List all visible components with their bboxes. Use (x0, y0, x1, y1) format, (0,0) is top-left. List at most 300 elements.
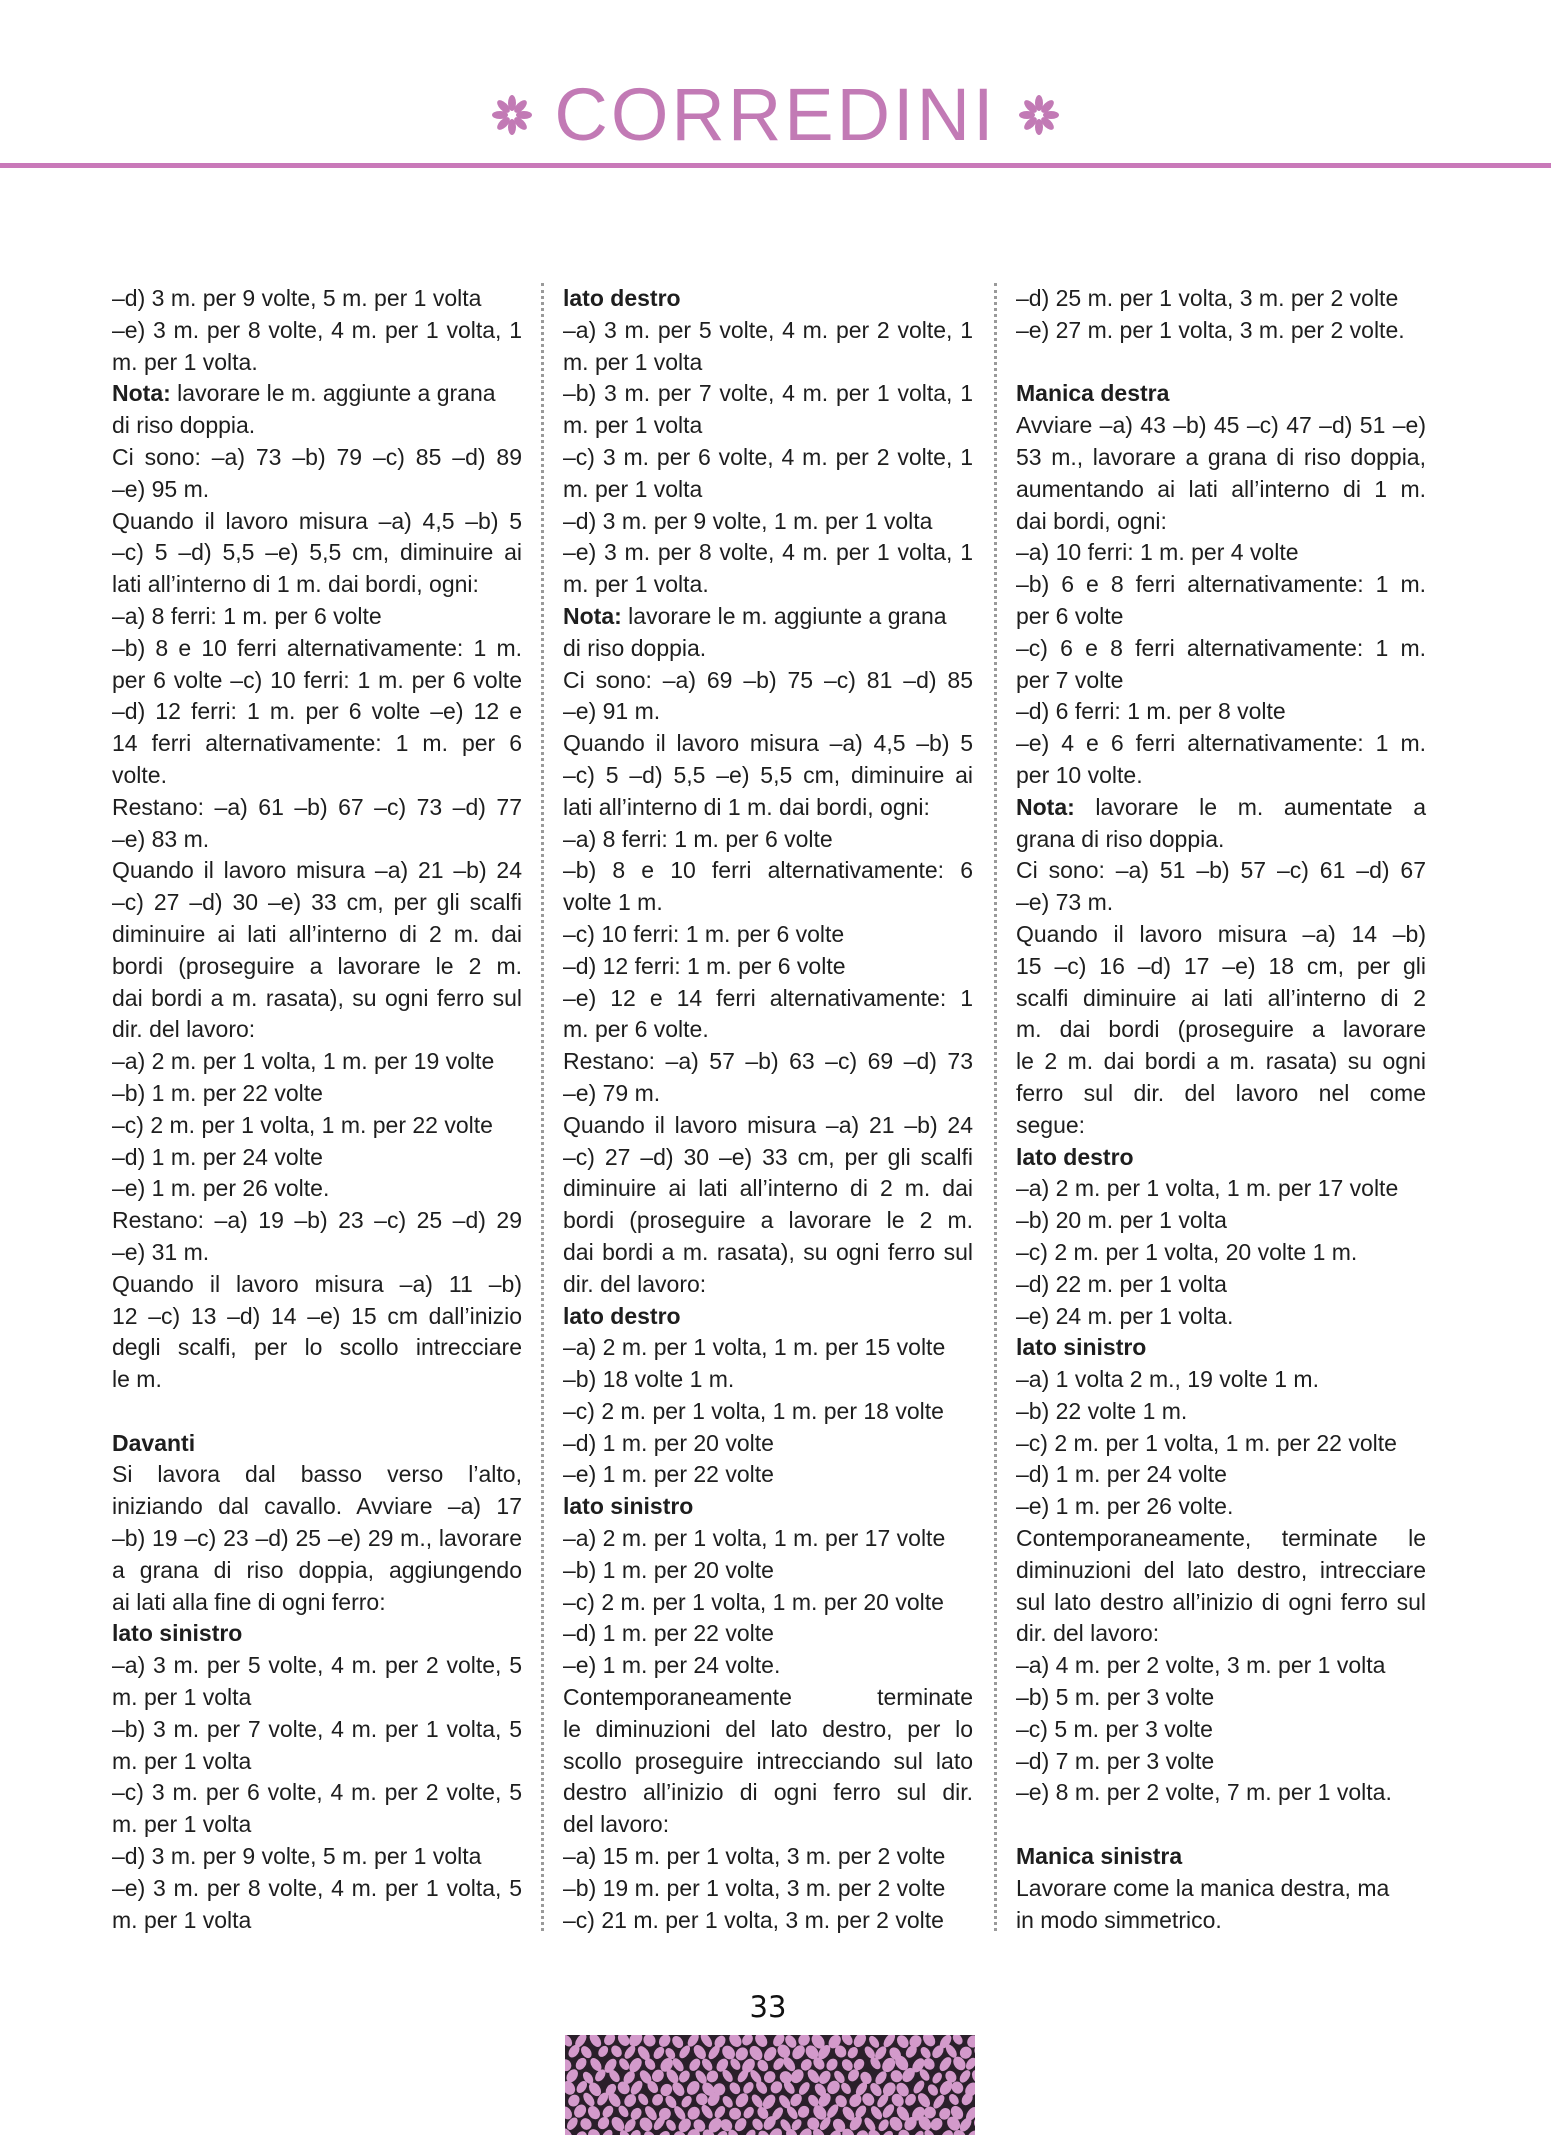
text-content: Quando il lavoro misura –a) 14 –b) (1016, 920, 1426, 947)
text-line (1016, 601, 1426, 633)
text-content: –d) 1 m. per 20 volte (563, 1429, 774, 1456)
text-content: –e) 79 m. (563, 1079, 661, 1106)
text-line (563, 1110, 973, 1142)
text-line (1016, 1618, 1426, 1650)
text-line (563, 315, 973, 347)
text-line (1016, 1173, 1426, 1205)
text-content: Si lavora dal basso verso l’alto, (112, 1461, 522, 1488)
text-line (1016, 410, 1426, 442)
text-line (563, 410, 973, 442)
text-line (112, 760, 522, 792)
text-line (112, 1873, 522, 1905)
text-content: –a) 1 volta 2 m., 19 volte 1 m. (1016, 1366, 1319, 1393)
text-content: –d) 1 m. per 24 volte (1016, 1461, 1227, 1488)
text-content: Ci sono: –a) 51 –b) 57 –c) 61 –d) 67 (1016, 857, 1426, 884)
text-content: sul lato destro all’inizio di ogni ferro sul (1016, 1588, 1426, 1615)
text-line (112, 1205, 522, 1237)
text-line (1016, 1491, 1426, 1523)
text-line (112, 601, 522, 633)
text-content: –b) 20 m. per 1 volta (1016, 1207, 1227, 1234)
text-line (112, 824, 522, 856)
text-line (1016, 283, 1426, 315)
text-content: –b) 6 e 8 ferri alternativamente: 1 m. (1016, 571, 1426, 598)
section-heading: lato destro (563, 285, 681, 311)
text-line (563, 855, 973, 887)
text-line (112, 728, 522, 760)
text-line (112, 792, 522, 824)
text-line (112, 442, 522, 474)
text-content: le 2 m. dai bordi a m. rasata) su ogni (1016, 1048, 1426, 1075)
text-line (1016, 1682, 1426, 1714)
text-content: –e) 27 m. per 1 volta, 3 m. per 2 volte. (1016, 316, 1405, 343)
text-content: Ci sono: –a) 69 –b) 75 –c) 81 –d) 85 (563, 666, 973, 693)
text-line (112, 887, 522, 919)
text-content: le diminuzioni del lato destro, per lo (563, 1715, 973, 1742)
text-line (563, 537, 973, 569)
spacer (112, 1396, 522, 1428)
text-content: –c) 2 m. per 1 volta, 1 m. per 22 volte (112, 1111, 493, 1138)
text-line (1016, 1587, 1426, 1619)
text-content: –b) 1 m. per 20 volte (563, 1556, 774, 1583)
text-line (563, 696, 973, 728)
text-line (112, 1364, 522, 1396)
text-line (1016, 728, 1426, 760)
text-content: –b) 22 volte 1 m. (1016, 1397, 1188, 1424)
text-line (563, 919, 973, 951)
text-content: –d) 22 m. per 1 volta (1016, 1270, 1227, 1297)
text-content: diminuzioni del lato destro, intrecciare (1016, 1556, 1426, 1583)
text-content: –e) 4 e 6 ferri alternativamente: 1 m. (1016, 730, 1426, 757)
text-content: –e) 3 m. per 8 volte, 4 m. per 1 volta, 1 (112, 316, 522, 343)
knit-swatch-image (565, 2035, 975, 2135)
text-content: –e) 31 m. (112, 1238, 210, 1265)
text-content: dai bordi a m. rasata), su ogni ferro sul (563, 1238, 973, 1265)
text-line (112, 283, 522, 315)
text-line (1016, 1650, 1426, 1682)
section-heading: lato sinistro (563, 1493, 694, 1520)
text-line (112, 951, 522, 983)
text-line (112, 1078, 522, 1110)
note-label: Nota: (112, 380, 171, 407)
text-line (1016, 887, 1426, 919)
text-content: dir. del lavoro: (563, 1270, 707, 1297)
text-line (1016, 760, 1426, 792)
text-content: m. per 1 volta. (112, 348, 258, 375)
text-content: Quando il lavoro misura –a) 4,5 –b) 5 (563, 730, 973, 757)
text-line (563, 1428, 973, 1460)
text-content: –c) 5 –d) 5,5 –e) 5,5 cm, diminuire ai (112, 539, 522, 566)
spacer (1016, 347, 1426, 379)
text-content: –c) 3 m. per 6 volte, 4 m. per 2 volte, 5 (112, 1779, 522, 1806)
text-content: aumentando ai lati all’interno di 1 m. (1016, 475, 1426, 502)
text-content: –b) 3 m. per 7 volte, 4 m. per 1 volta, 1 (563, 380, 973, 407)
text-content: Restano: –a) 61 –b) 67 –c) 73 –d) 77 (112, 793, 522, 820)
section-heading: lato destro (1016, 1143, 1134, 1170)
text-content: iniziando dal cavallo. Avviare –a) 17 (112, 1493, 522, 1520)
text-line (1016, 824, 1426, 856)
text-content: 15 –c) 16 –d) 17 –e) 18 cm, per gli (1016, 952, 1426, 979)
text-content: –d) 7 m. per 3 volte (1016, 1747, 1215, 1774)
text-content: m. per 1 volta (563, 412, 703, 439)
text-line (563, 1459, 973, 1491)
text-line (1016, 1555, 1426, 1587)
text-content: m. per 1 volta (112, 1906, 252, 1933)
text-line (563, 1142, 973, 1174)
text-content: Ci sono: –a) 73 –b) 79 –c) 85 –d) 89 (112, 443, 522, 470)
text-line (563, 347, 973, 379)
text-content: –c) 6 e 8 ferri alternativamente: 1 m. (1016, 634, 1426, 661)
text-content: per 6 volte (1016, 602, 1124, 629)
text-content: per 10 volte. (1016, 761, 1143, 788)
text-line (112, 1746, 522, 1778)
text-content: scollo proseguire intrecciando sul lato (563, 1747, 973, 1774)
text-content: Quando il lavoro misura –a) 21 –b) 24 (563, 1111, 973, 1138)
text-content: del lavoro: (563, 1811, 670, 1838)
text-line (1016, 442, 1426, 474)
text-content: –a) 3 m. per 5 volte, 4 m. per 2 volte, 5 (112, 1652, 522, 1679)
text-line (112, 315, 522, 347)
text-content: segue: (1016, 1111, 1086, 1138)
text-line (563, 983, 973, 1015)
text-content: dai bordi, ogni: (1016, 507, 1167, 534)
text-content: –e) 73 m. (1016, 889, 1114, 916)
text-content: –a) 2 m. per 1 volta, 1 m. per 17 volte (563, 1525, 946, 1552)
text-content: –c) 2 m. per 1 volta, 1 m. per 18 volte (563, 1397, 944, 1424)
text-line (112, 1714, 522, 1746)
text-line (563, 1873, 973, 1905)
text-line (563, 665, 973, 697)
text-content: –e) 1 m. per 24 volte. (563, 1652, 781, 1679)
text-content: le m. (112, 1366, 162, 1393)
text-line (563, 1809, 973, 1841)
text-content: –a) 10 ferri: 1 m. per 4 volte (1016, 539, 1299, 566)
text-line (1016, 1078, 1426, 1110)
text-content: bordi (proseguire a lavorare le 2 m. (563, 1207, 973, 1234)
text-content: volte 1 m. (563, 889, 663, 916)
text-content: di riso doppia. (563, 634, 707, 661)
text-content: m. per 1 volta (563, 475, 703, 502)
column-divider (541, 283, 544, 1931)
text-content: –b) 1 m. per 22 volte (112, 1079, 323, 1106)
text-content: –e) 8 m. per 2 volte, 7 m. per 1 volta. (1016, 1779, 1392, 1806)
text-content: –c) 27 –d) 30 –e) 33 cm, per gli scalfi (112, 889, 522, 916)
text-line (563, 1682, 973, 1714)
text-line (563, 1396, 973, 1428)
section-heading: lato sinistro (1016, 1334, 1147, 1361)
text-content: Contemporaneamente, terminate le (1016, 1525, 1426, 1552)
text-line (1016, 1523, 1426, 1555)
text-line (563, 474, 973, 506)
page-number: 33 (749, 1990, 787, 2024)
text-content: –e) 95 m. (112, 475, 210, 502)
text-line (563, 760, 973, 792)
text-content: scalfi diminuire ai lati all’interno di 2 (1016, 984, 1426, 1011)
text-line (563, 1746, 973, 1778)
text-line (1016, 1777, 1426, 1809)
header-rule (0, 163, 1551, 168)
text-line (112, 1110, 522, 1142)
text-content: per 6 volte –c) 10 ferri: 1 m. per 6 volte (112, 666, 522, 693)
text-line (112, 1523, 522, 1555)
text-content: m. per 1 volta (112, 1747, 252, 1774)
text-content: 53 m., lavorare a grana di riso doppia, (1016, 443, 1426, 470)
text-content: Quando il lavoro misura –a) 21 –b) 24 (112, 857, 522, 884)
text-content: –b) 3 m. per 7 volte, 4 m. per 1 volta, 5 (112, 1715, 522, 1742)
text-line (1016, 633, 1426, 665)
text-line (112, 506, 522, 538)
text-line (563, 1555, 973, 1587)
text-line (1016, 792, 1426, 824)
text-content: –a) 15 m. per 1 volta, 3 m. per 2 volte (563, 1843, 946, 1870)
text-line (112, 1014, 522, 1046)
text-content: lati all’interno di 1 m. dai bordi, ogni: (112, 571, 479, 598)
text-content: –b) 18 volte 1 m. (563, 1366, 735, 1393)
section-heading: Davanti (112, 1429, 196, 1456)
text-line (563, 1618, 973, 1650)
column-divider (994, 283, 997, 1931)
text-content: –c) 2 m. per 1 volta, 1 m. per 20 volte (563, 1588, 944, 1615)
text-content: lavorare le m. aggiunte a grana (170, 380, 496, 407)
text-line (1016, 537, 1426, 569)
text-line (563, 1841, 973, 1873)
text-content: –b) 19 m. per 1 volta, 3 m. per 2 volte (563, 1874, 946, 1901)
text-line (112, 378, 522, 410)
text-content: –c) 5 –d) 5,5 –e) 5,5 cm, diminuire ai (563, 761, 973, 788)
text-line (1016, 1714, 1426, 1746)
text-content: –b) 5 m. per 3 volte (1016, 1684, 1215, 1711)
text-line (1016, 1428, 1426, 1460)
text-line (563, 951, 973, 983)
text-line (563, 792, 973, 824)
text-content: dai bordi a m. rasata), su ogni ferro sul (112, 984, 522, 1011)
flower-left-icon (492, 95, 532, 135)
text-line (112, 410, 522, 442)
text-content: diminuire ai lati all’interno di 2 m. dai (112, 920, 522, 947)
text-line (1016, 1110, 1426, 1142)
text-line (112, 537, 522, 569)
text-content: –d) 3 m. per 9 volte, 5 m. per 1 volta (112, 1843, 482, 1870)
text-line (563, 1269, 973, 1301)
text-line (112, 665, 522, 697)
text-content: –c) 2 m. per 1 volta, 20 volte 1 m. (1016, 1238, 1358, 1265)
text-content: Restano: –a) 19 –b) 23 –c) 25 –d) 29 (112, 1207, 522, 1234)
text-content: –c) 3 m. per 6 volte, 4 m. per 2 volte, 1 (563, 443, 973, 470)
text-content: –d) 12 ferri: 1 m. per 6 volte –e) 12 e (112, 698, 522, 725)
text-line (1016, 1905, 1426, 1937)
text-content: Quando il lavoro misura –a) 4,5 –b) 5 (112, 507, 522, 534)
text-content: m. per 1 volta. (563, 571, 709, 598)
text-content: destro all’inizio di ogni ferro sul dir. (563, 1779, 973, 1806)
text-line (112, 1459, 522, 1491)
text-content: –e) 1 m. per 26 volte. (112, 1175, 330, 1202)
text-line (112, 983, 522, 1015)
text-content: 14 ferri alternativamente: 1 m. per 6 (112, 730, 522, 757)
text-line (112, 696, 522, 728)
text-line (563, 378, 973, 410)
text-line (1016, 983, 1426, 1015)
text-line (112, 1650, 522, 1682)
text-content: m. per 6 volte. (563, 1016, 709, 1043)
text-content: –e) 1 m. per 22 volte (563, 1461, 774, 1488)
text-content: –e) 1 m. per 26 volte. (1016, 1493, 1234, 1520)
text-line (563, 1173, 973, 1205)
text-content: m. per 1 volta (563, 348, 703, 375)
text-line (563, 824, 973, 856)
text-line (563, 728, 973, 760)
text-line (563, 569, 973, 601)
text-line (563, 1364, 973, 1396)
text-content: Restano: –a) 57 –b) 63 –c) 69 –d) 73 (563, 1048, 973, 1075)
text-line (112, 1841, 522, 1873)
text-content: volte. (112, 761, 167, 788)
text-content: –a) 2 m. per 1 volta, 1 m. per 15 volte (563, 1334, 946, 1361)
flower-right-icon (1019, 95, 1059, 135)
text-line (112, 1046, 522, 1078)
text-line (112, 1905, 522, 1937)
text-line (563, 1078, 973, 1110)
text-line (563, 633, 973, 665)
text-line (112, 474, 522, 506)
text-content: lavorare le m. aggiunte a grana (621, 602, 947, 629)
text-content: –d) 3 m. per 9 volte, 5 m. per 1 volta (112, 285, 482, 311)
text-line (1016, 1873, 1426, 1905)
spacer (1016, 1809, 1426, 1841)
text-line (112, 1555, 522, 1587)
text-line (563, 1650, 973, 1682)
text-line (112, 919, 522, 951)
text-content: a grana di riso doppia, aggiungendo (112, 1556, 522, 1583)
text-content: –d) 25 m. per 1 volta, 3 m. per 2 volte (1016, 285, 1399, 311)
text-content: –d) 3 m. per 9 volte, 1 m. per 1 volta (563, 507, 933, 534)
text-content: –d) 1 m. per 24 volte (112, 1143, 323, 1170)
text-line (1016, 855, 1426, 887)
text-line (1016, 315, 1426, 347)
text-column-2 (563, 283, 973, 1936)
text-line (1016, 1301, 1426, 1333)
text-content: –a) 8 ferri: 1 m. per 6 volte (563, 825, 833, 852)
text-line (1016, 1237, 1426, 1269)
text-line (563, 1014, 973, 1046)
text-content: –a) 4 m. per 2 volte, 3 m. per 1 volta (1016, 1652, 1386, 1679)
text-content: –e) 24 m. per 1 volta. (1016, 1302, 1234, 1329)
text-content: –c) 21 m. per 1 volta, 3 m. per 2 volte (563, 1906, 944, 1933)
text-line (563, 1714, 973, 1746)
text-content: Contemporaneamente terminate (563, 1684, 973, 1711)
text-line (112, 1173, 522, 1205)
text-content: dir. del lavoro: (112, 1016, 256, 1043)
text-content: –d) 6 ferri: 1 m. per 8 volte (1016, 698, 1286, 725)
text-line (563, 601, 973, 633)
text-line (112, 569, 522, 601)
text-content: –c) 10 ferri: 1 m. per 6 volte (563, 920, 845, 947)
note-label: Nota: (1016, 793, 1075, 820)
page-header (0, 0, 1551, 175)
text-line (563, 1905, 973, 1937)
text-content: dir. del lavoro: (1016, 1620, 1160, 1647)
text-content: –a) 2 m. per 1 volta, 1 m. per 17 volte (1016, 1175, 1399, 1202)
text-content: –e) 83 m. (112, 825, 210, 852)
text-content: Quando il lavoro misura –a) 11 –b) (112, 1270, 522, 1297)
section-heading: lato sinistro (112, 1620, 243, 1647)
text-line (112, 1332, 522, 1364)
text-line (1016, 1014, 1426, 1046)
text-line (112, 1587, 522, 1619)
text-line (563, 887, 973, 919)
text-content: –e) 3 m. per 8 volte, 4 m. per 1 volta, 5 (112, 1874, 522, 1901)
text-line (563, 442, 973, 474)
text-content: diminuire ai lati all’interno di 2 m. dai (563, 1175, 973, 1202)
text-line (112, 855, 522, 887)
text-line (563, 506, 973, 538)
text-content: –c) 2 m. per 1 volta, 1 m. per 22 volte (1016, 1429, 1397, 1456)
text-content: ai lati alla fine di ogni ferro: (112, 1588, 386, 1615)
text-line (563, 1237, 973, 1269)
text-content: m. per 1 volta (112, 1811, 252, 1838)
text-line (1016, 665, 1426, 697)
text-line (1016, 951, 1426, 983)
text-line (1016, 1046, 1426, 1078)
text-line (1016, 1746, 1426, 1778)
text-content: –c) 5 m. per 3 volte (1016, 1715, 1213, 1742)
text-content: grana di riso doppia. (1016, 825, 1225, 852)
text-content: 12 –c) 13 –d) 14 –e) 15 cm dall’inizio (112, 1302, 522, 1329)
text-content: ferro sul dir. del lavoro nel come (1016, 1079, 1426, 1106)
text-content: m. per 1 volta (112, 1684, 252, 1711)
text-content: –d) 12 ferri: 1 m. per 6 volte (563, 952, 846, 979)
text-line (112, 1237, 522, 1269)
section-heading: Manica destra (1016, 380, 1170, 407)
text-content: –e) 91 m. (563, 698, 661, 725)
text-line (1016, 1364, 1426, 1396)
text-line (112, 1142, 522, 1174)
section-heading: lato destro (563, 1302, 681, 1329)
text-column-3 (1016, 283, 1426, 1936)
text-content: m. dai bordi (proseguire a lavorare (1016, 1016, 1426, 1043)
text-content: lavorare le m. aumentate a (1074, 793, 1426, 820)
text-line (112, 347, 522, 379)
text-content: Avviare –a) 43 –b) 45 –c) 47 –d) 51 –e) (1016, 412, 1426, 439)
text-content: –b) 8 e 10 ferri alternativamente: 1 m. (112, 634, 522, 661)
text-column-1 (112, 283, 522, 1936)
text-content: –e) 12 e 14 ferri alternativamente: 1 (563, 984, 973, 1011)
text-content: degli scalfi, per lo scollo intrecciare (112, 1334, 522, 1361)
text-line (1016, 506, 1426, 538)
text-content: –b) 8 e 10 ferri alternativamente: 6 (563, 857, 973, 884)
section-heading: Manica sinistra (1016, 1843, 1183, 1870)
text-line (563, 1777, 973, 1809)
text-line (1016, 1396, 1426, 1428)
text-content: bordi (proseguire a lavorare le 2 m. (112, 952, 522, 979)
text-line (1016, 1459, 1426, 1491)
text-line (1016, 696, 1426, 728)
text-content: per 7 volte (1016, 666, 1124, 693)
page-title: CORREDINI (554, 73, 997, 156)
text-content: –a) 2 m. per 1 volta, 1 m. per 19 volte (112, 1048, 495, 1075)
text-line (563, 1205, 973, 1237)
text-content: –d) 1 m. per 22 volte (563, 1620, 774, 1647)
text-content: –a) 3 m. per 5 volte, 4 m. per 2 volte, 1 (563, 316, 973, 343)
text-line (1016, 474, 1426, 506)
note-label: Nota: (563, 602, 622, 629)
text-line (563, 1523, 973, 1555)
text-line (563, 1046, 973, 1078)
text-line (563, 1587, 973, 1619)
text-line (1016, 569, 1426, 601)
text-line (112, 1491, 522, 1523)
text-line (1016, 1269, 1426, 1301)
text-content: –c) 27 –d) 30 –e) 33 cm, per gli scalfi (563, 1143, 973, 1170)
text-content: lati all’interno di 1 m. dai bordi, ogni: (563, 793, 930, 820)
